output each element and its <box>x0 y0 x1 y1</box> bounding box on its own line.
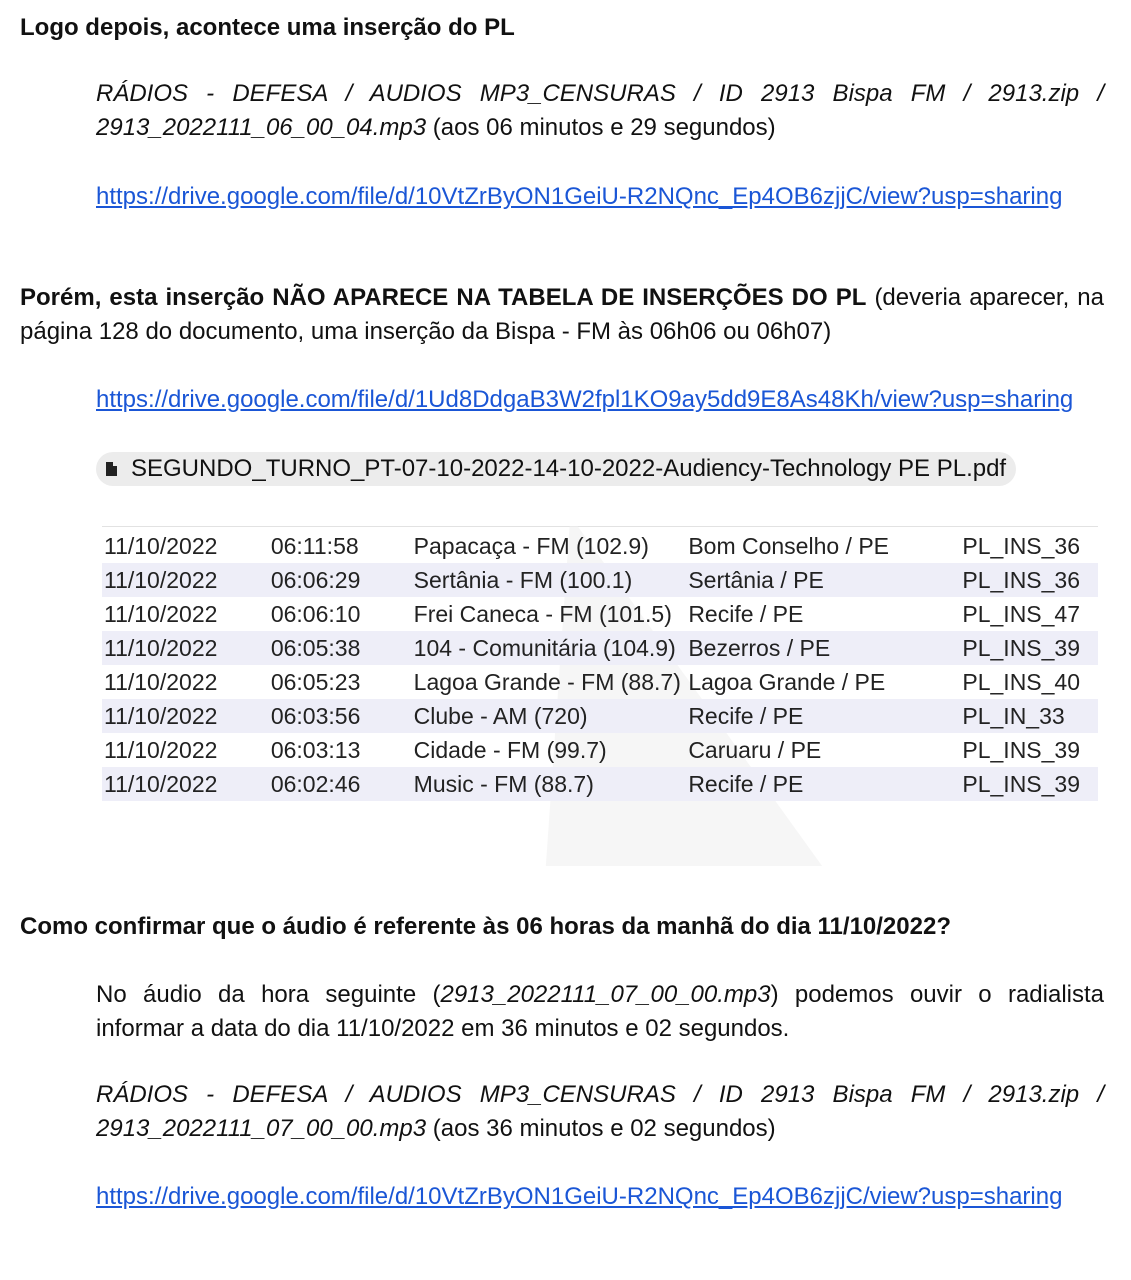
cell-city: Bom Conselho / PE <box>688 533 890 559</box>
table-row <box>102 767 1098 801</box>
paragraph-porem <box>20 281 1104 349</box>
cell-time: 06:06:29 <box>269 563 412 597</box>
drive-link-3-block <box>96 1180 1104 1214</box>
cell-date: 11/10/2022 <box>102 563 269 597</box>
drive-link-2-block <box>96 383 1104 417</box>
cell-station: Cidade - FM (99.7) <box>413 737 607 763</box>
reference-path-1 <box>96 77 1104 145</box>
reference-path-2 <box>96 1078 1104 1146</box>
reference-path-2-italic: RÁDIOS - DEFESA / AUDIOS MP3_CENSURAS / ID 2913 Bispa FM / 2913.zip / 2913_2022111_07_00_00.mp3 <box>96 1081 1104 1142</box>
cell-station: Clube - AM (720) <box>412 699 687 733</box>
cell-code: PL_INS_40 <box>962 669 1081 695</box>
table-row <box>102 631 1098 665</box>
table-row <box>102 563 1098 597</box>
cell-date: 11/10/2022 <box>102 631 269 665</box>
cell-code: PL_INS_39 <box>960 767 1098 801</box>
cell-code: PL_INS_47 <box>962 601 1081 627</box>
cell-code: PL_INS_39 <box>960 631 1098 665</box>
cell-date: 11/10/2022 <box>104 533 218 559</box>
paragraph-audio-after: ) podemos ouvir o radialista informar a data do dia 11/10/2022 em 36 minutos e 02 segundos. <box>96 981 1105 1042</box>
cell-time: 06:06:10 <box>270 601 361 627</box>
paragraph-audio-before: No áudio da hora seguinte ( <box>96 981 441 1008</box>
cell-city: Recife / PE <box>688 601 804 627</box>
cell-date: 11/10/2022 <box>104 737 218 763</box>
table-row <box>102 529 1098 563</box>
heading-como-confirmar: Como confirmar que o áudio é referente às 06 horas da manhã do dia 11/10/2022? <box>20 913 951 940</box>
drive-link-1[interactable]: https://drive.google.com/file/d/10VtZrByON1GeiU-R2NQnc_Ep4OB6zjjC/view?usp=sharing <box>96 183 1063 210</box>
table-row <box>102 597 1098 631</box>
cell-code: PL_INS_39 <box>962 737 1081 763</box>
cell-city: Lagoa Grande / PE <box>688 669 886 695</box>
table-row <box>102 733 1098 767</box>
cell-code: PL_IN_33 <box>960 699 1098 733</box>
cell-station: 104 - Comunitária (104.9) <box>412 631 687 665</box>
cell-city: Caruaru / PE <box>688 737 822 763</box>
cell-station: Lagoa Grande - FM (88.7) <box>413 669 681 695</box>
file-icon <box>106 462 117 476</box>
cell-city: Recife / PE <box>686 767 960 801</box>
cell-city: Bezerros / PE <box>686 631 960 665</box>
paragraph-porem-normal: (deveria aparecer, na página 128 do documento, uma inserção da Bispa - FM às 06h06 ou 06h07) <box>20 284 1104 345</box>
table-row <box>102 699 1098 733</box>
cell-date: 11/10/2022 <box>102 767 269 801</box>
file-attachment-name: SEGUNDO_TURNO_PT-07-10-2022-14-10-2022-Audiency-Technology PE PL.pdf <box>131 455 1007 482</box>
cell-station: Papacaça - FM (102.9) <box>413 533 649 559</box>
paragraph-audio-seguinte <box>96 978 1104 1046</box>
cell-time: 06:03:56 <box>269 699 412 733</box>
reference-path-1-note: (aos 06 minutos e 29 segundos) <box>432 114 776 141</box>
paragraph-porem-bold: Porém, esta inserção NÃO APARECE NA TABELA DE INSERÇÕES DO PL <box>20 284 867 311</box>
cell-time: 06:02:46 <box>269 767 412 801</box>
cell-date: 11/10/2022 <box>102 699 269 733</box>
insertions-table <box>102 529 1098 801</box>
paragraph-audio-italic: 2913_2022111_07_00_00.mp3 <box>440 981 771 1008</box>
cell-time: 06:05:38 <box>269 631 412 665</box>
table-row <box>102 665 1098 699</box>
cell-time: 06:05:23 <box>270 669 361 695</box>
cell-station: Frei Caneca - FM (101.5) <box>413 601 672 627</box>
cell-station: Music - FM (88.7) <box>412 767 687 801</box>
cell-date: 11/10/2022 <box>104 601 218 627</box>
cell-date: 11/10/2022 <box>104 669 218 695</box>
cell-city: Sertânia / PE <box>686 563 960 597</box>
cell-city: Recife / PE <box>686 699 960 733</box>
insertions-table-image <box>102 526 1098 866</box>
cell-station: Sertânia - FM (100.1) <box>412 563 687 597</box>
cell-code: PL_INS_36 <box>962 533 1081 559</box>
cell-code: PL_INS_36 <box>960 563 1098 597</box>
cell-time: 06:11:58 <box>270 533 359 559</box>
cell-time: 06:03:13 <box>270 737 361 763</box>
heading-logo-depois: Logo depois, acontece uma inserção do PL <box>20 14 515 41</box>
file-attachment-chip[interactable] <box>96 452 1016 486</box>
drive-link-2[interactable]: https://drive.google.com/file/d/1Ud8DdgaB3W2fpl1KO9ay5dd9E8As48Kh/view?usp=sharing <box>96 386 1074 413</box>
reference-path-2-note: (aos 36 minutos e 02 segundos) <box>432 1115 776 1142</box>
drive-link-3[interactable]: https://drive.google.com/file/d/10VtZrByON1GeiU-R2NQnc_Ep4OB6zjjC/view?usp=sharing <box>96 1183 1063 1210</box>
drive-link-1-block <box>96 180 1104 214</box>
reference-path-1-italic: RÁDIOS - DEFESA / AUDIOS MP3_CENSURAS / ID 2913 Bispa FM / 2913.zip / 2913_2022111_06_00_04.mp3 <box>96 80 1104 141</box>
